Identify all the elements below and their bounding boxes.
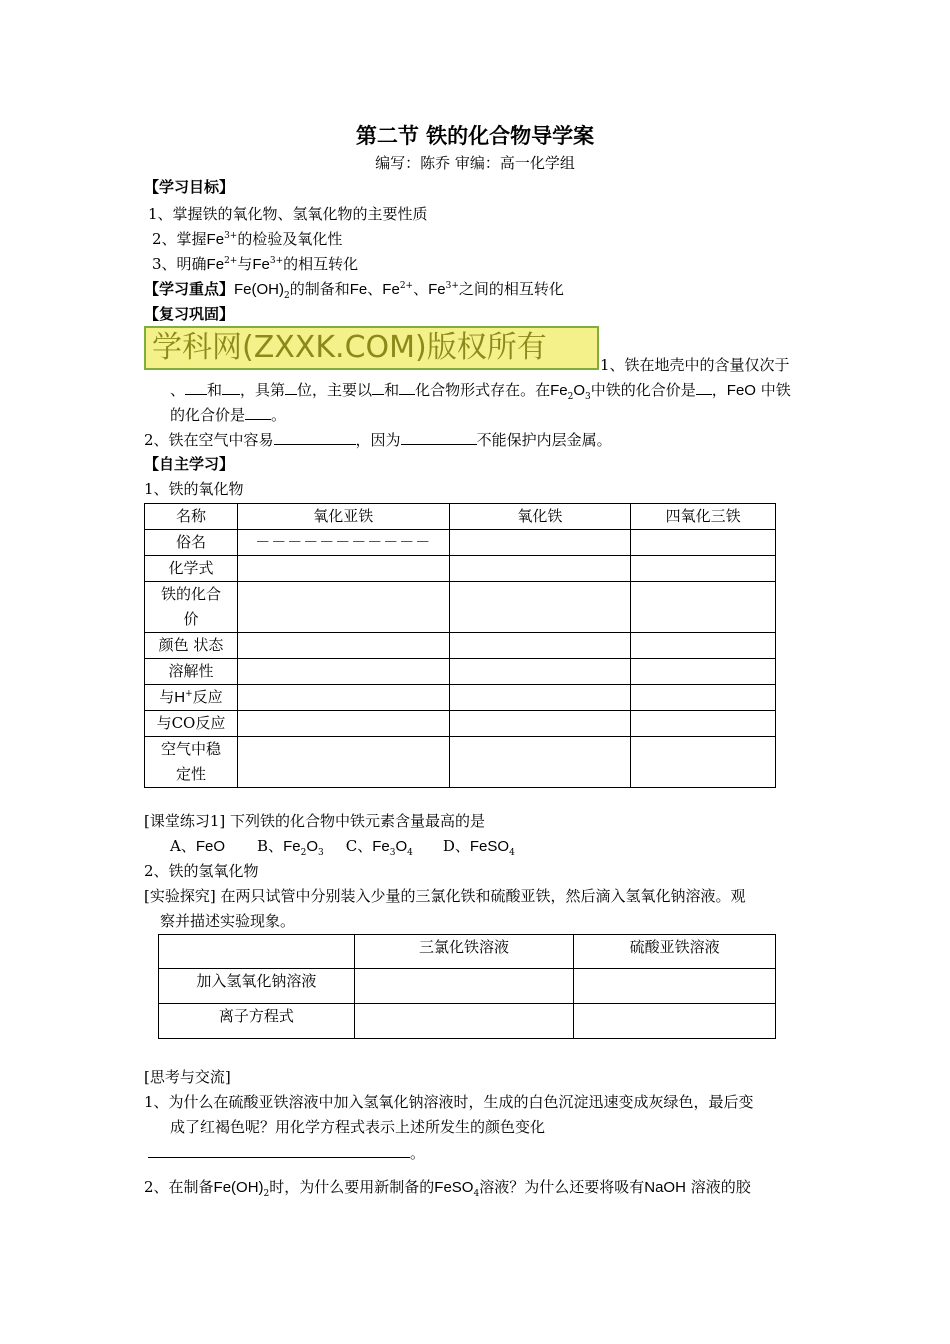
option-d: D、FeSO$_4$ [442,837,515,858]
exercise-1-options [170,835,515,858]
experiment-line-2: 察并描述实验现象。 [160,912,296,930]
table-header: 氧化铁 [449,504,631,530]
table-row [145,504,776,530]
table-row [145,530,776,556]
table-cell [631,737,776,788]
table-cell: －－－－－－－－－－－ [237,530,449,556]
table-cell [237,633,449,659]
table-header: 四氧化三铁 [631,504,776,530]
table-cell [574,1004,776,1039]
table-cell [354,969,574,1004]
table-header: 硫酸亚铁溶液 [574,935,776,969]
row-label: 与CO反应 [145,711,238,737]
self-study-heading: 【自主学习】 [144,455,235,473]
table-cell [631,530,776,556]
review-heading: 【复习巩固】 [144,305,235,323]
table-row [145,711,776,737]
table-header [159,935,355,969]
section-oxides: 1、铁的氧化物 [144,480,244,498]
review-q1-line3: 的化合价是 。 [170,403,286,426]
table-cell [237,711,449,737]
table-cell [237,685,449,711]
option-b: B、$Fe_2O_3$ [257,837,324,858]
focus-line: 【学习重点】$Fe(OH)_2$的制备和Fe、$Fe^{2+}$、$Fe^{3+}$之间的相互转化 [144,280,564,301]
row-label: 离子方程式 [159,1004,355,1039]
page-title: 第二节 铁的化合物导学案 [355,123,595,148]
focus-heading: 【学习重点】 [144,280,235,298]
table-row [145,685,776,711]
table-cell [449,633,631,659]
table-cell [631,556,776,582]
table-cell [449,530,631,556]
row-label: 与H+反应 [145,685,238,711]
table-row [145,659,776,685]
table-cell [449,556,631,582]
goal-item-1: 1、掌握铁的氧化物、氢氧化物的主要性质 [148,205,428,223]
table-cell [237,556,449,582]
row-label: 加入氢氧化钠溶液 [159,969,355,1004]
table-cell [237,582,449,633]
table-cell [449,737,631,788]
row-label: 空气中稳定性 [145,737,238,788]
goal-item-2: 2、掌握$Fe^{3+}$的检验及氧化性 [152,230,343,248]
goal-item-3: 3、明确$Fe^{2+}$与$Fe^{3+}$的相互转化 [152,255,359,273]
oxide-table [144,503,776,788]
table-cell [631,659,776,685]
watermark-logo: 学科网(ZXXK.COM)版权所有 [144,326,599,370]
table-row [159,969,776,1004]
experiment-line-1: [实验探究] 在两只试管中分别装入少量的三氯化铁和硫酸亚铁，然后滴入氢氧化钠溶液。观 [144,887,746,905]
table-cell [631,582,776,633]
row-label: 化学式 [145,556,238,582]
table-row [159,935,776,969]
table-cell [631,633,776,659]
row-label: 溶解性 [145,659,238,685]
section-hydroxides: 2、铁的氢氧化物 [144,862,259,880]
table-cell [574,969,776,1004]
option-a: A、FeO [170,837,226,855]
table-header: 三氯化铁溶液 [354,935,574,969]
row-label: 颜色 状态 [145,633,238,659]
discussion-1-line-1: 1、为什么在硫酸亚铁溶液中加入氢氧化钠溶液时，生成的白色沉淀迅速变成灰绿色，最后变 [144,1093,754,1111]
table-cell [631,685,776,711]
review-q1-line2: 、 和 ，具第 位，主要以 和 化合物形式存在。在$Fe_2O_3$中铁的化合价是 ，FeO 中铁 [170,378,791,402]
hydroxide-table [158,934,776,1039]
table-header: 名称 [145,504,238,530]
authors-line: 编写：陈乔 审编：高一化学组 [375,154,575,172]
table-cell [237,659,449,685]
table-row [145,582,776,633]
row-label: 铁的化合价 [145,582,238,633]
table-row [145,556,776,582]
discussion-2-line-1: 2、在制备$Fe(OH)_2$时，为什么要用新制备的FeSO$_4$溶液？为什么还要将吸有NaOH 溶液的胶 [144,1178,751,1199]
discussion-1-line-2: 成了红褐色呢？用化学方程式表示上述所发生的颜色变化 [170,1118,546,1136]
table-cell [449,711,631,737]
review-q2: 2、铁在空气中容易 ，因为 不能保护内层金属。 [144,428,612,451]
table-row [159,1004,776,1039]
row-label: 俗名 [145,530,238,556]
discussion-heading: [思考与交流] [144,1068,231,1086]
table-header: 氧化亚铁 [237,504,449,530]
exercise-1: [课堂练习1] 下列铁的化合物中铁元素含量最高的是 [144,812,486,830]
table-cell [354,1004,574,1039]
table-row [145,633,776,659]
table-cell [237,737,449,788]
table-cell [449,685,631,711]
table-cell [449,582,631,633]
option-c: C、$Fe_3O_4$ [345,837,413,858]
table-row [145,737,776,788]
discussion-1-answer-line: 。 [148,1141,425,1164]
table-cell [631,711,776,737]
review-q1-start: 1、铁在地壳中的含量仅次于 [600,356,790,374]
table-cell [449,659,631,685]
goals-heading: 【学习目标】 [144,178,235,196]
